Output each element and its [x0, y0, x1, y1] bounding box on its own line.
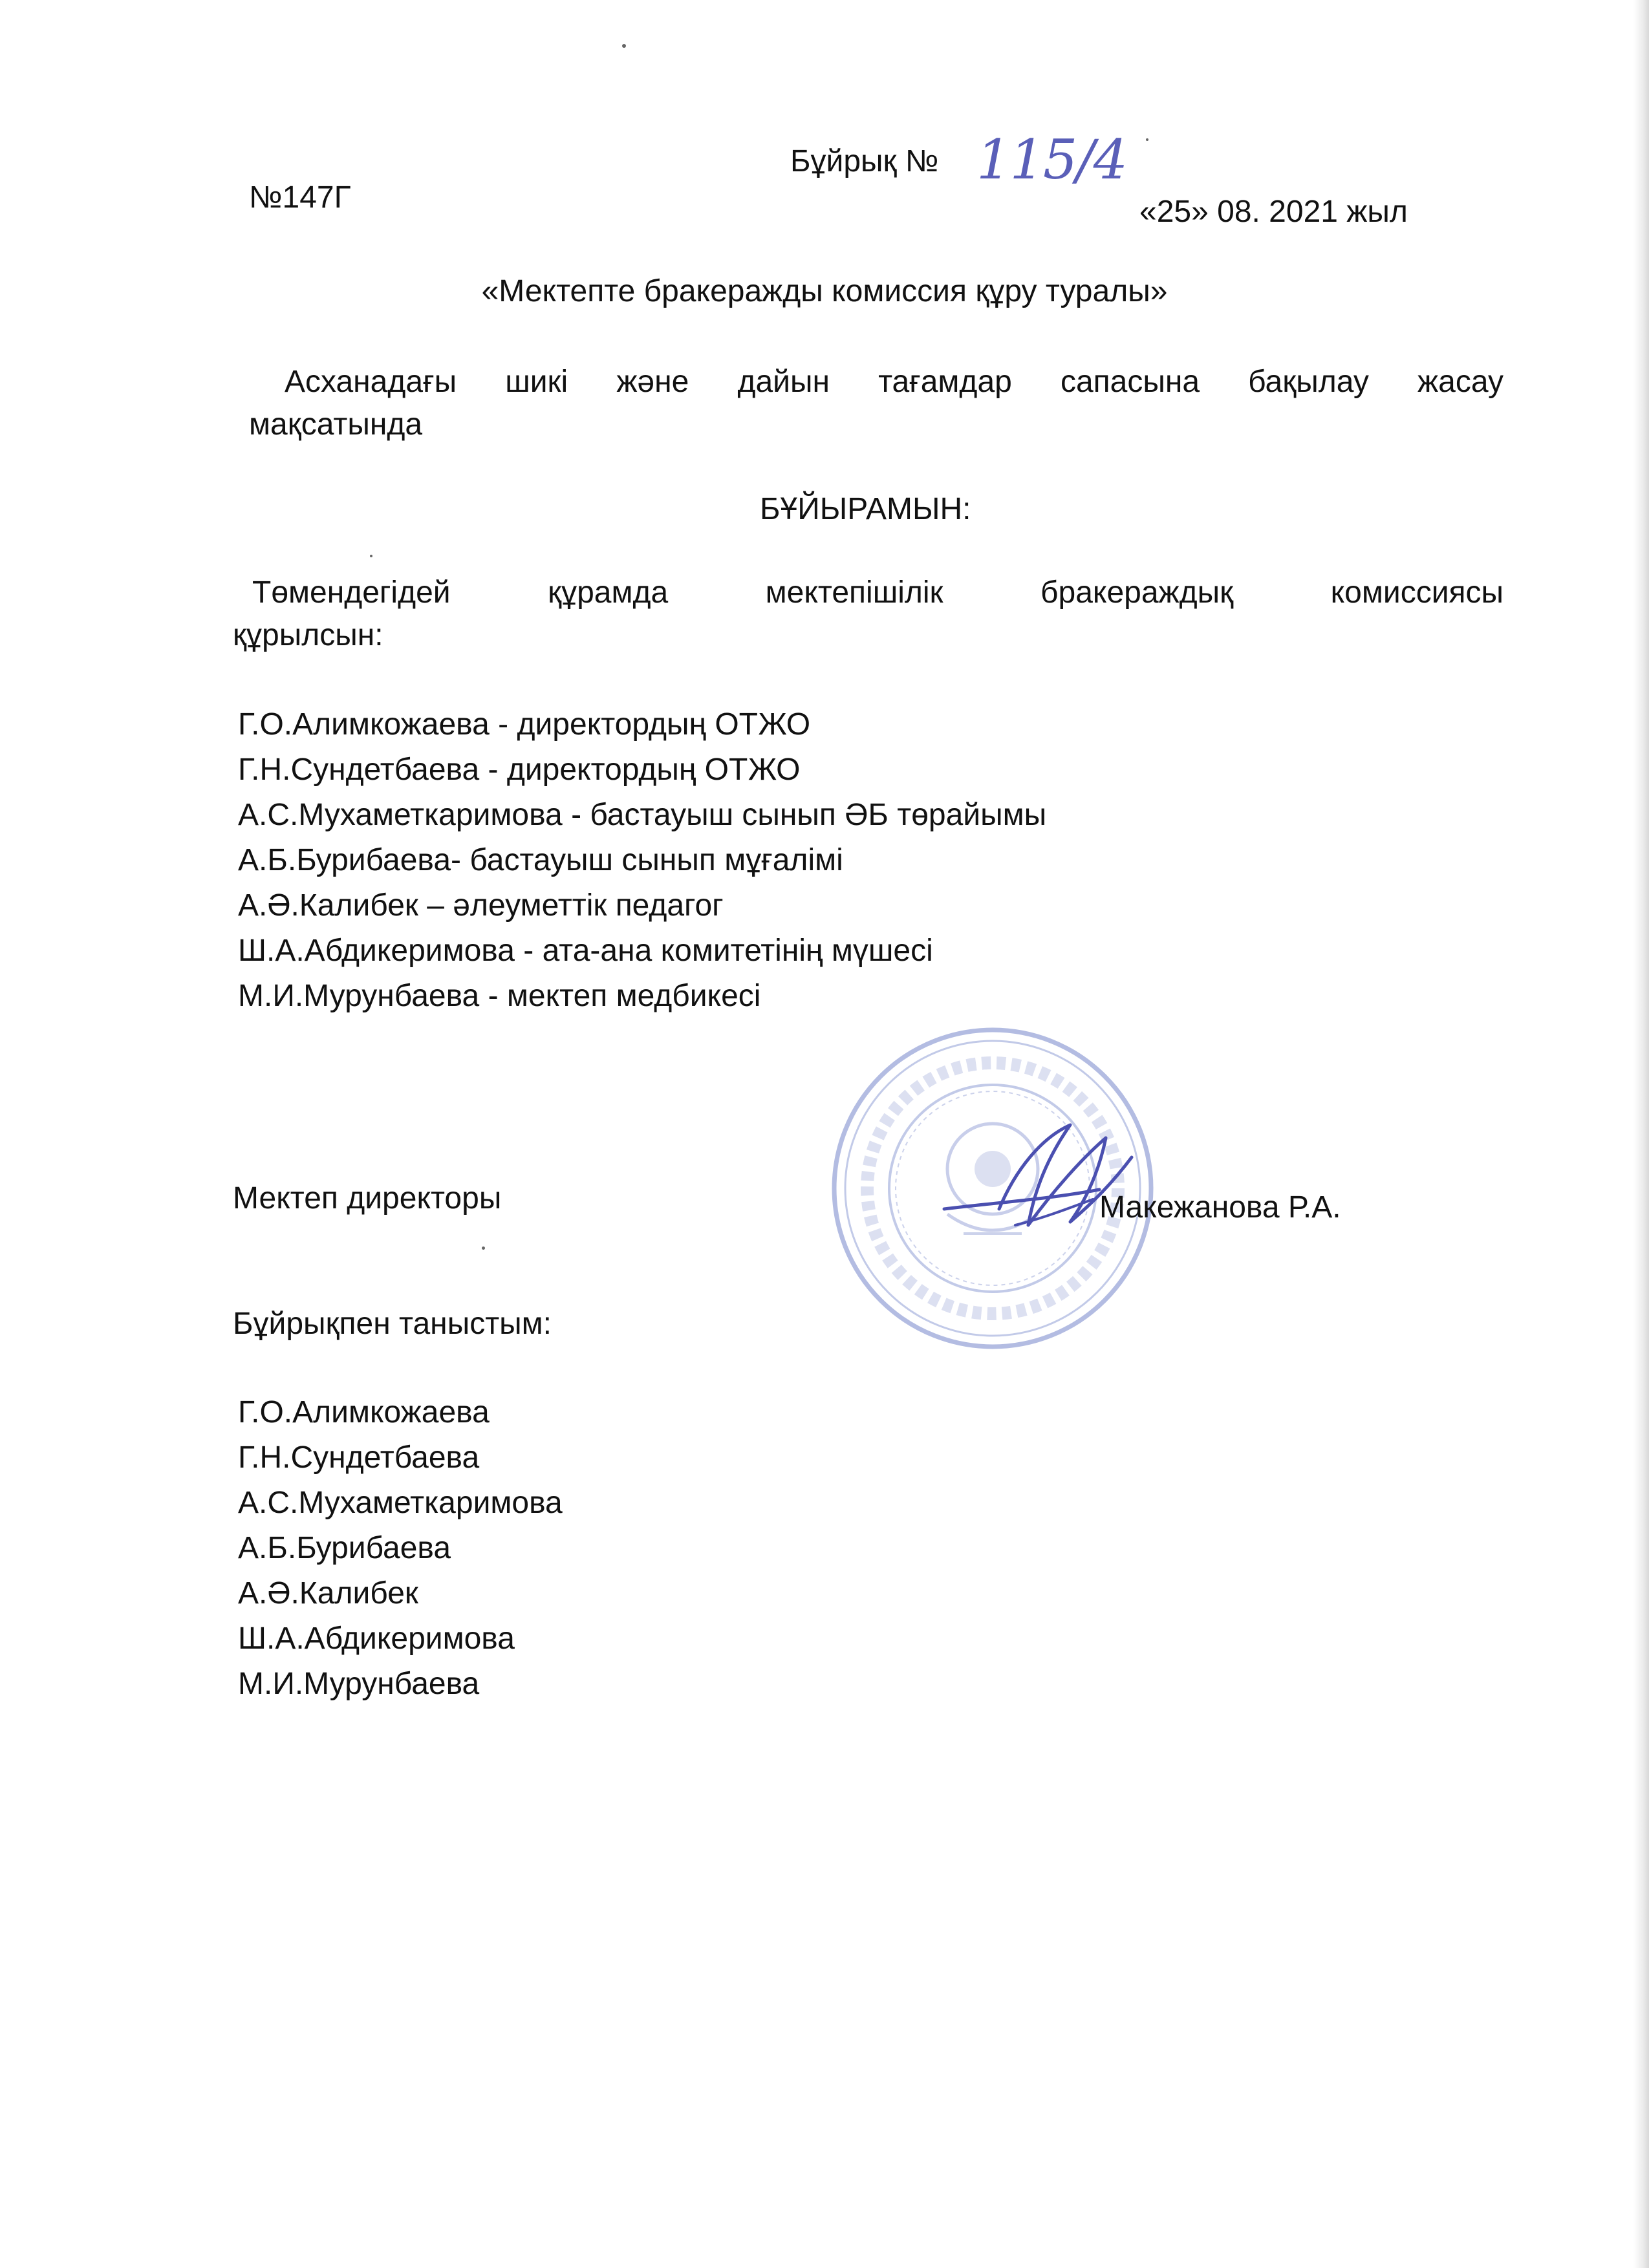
member-item: Г.О.Алимкожаева - директордың ОТЖО: [238, 707, 811, 742]
scan-speck: [1146, 138, 1148, 141]
members-list: [238, 702, 1046, 1019]
director-name: Макежанова Р.А.: [1099, 1190, 1341, 1225]
order-code: №147Г: [249, 180, 351, 215]
order-date: «25» 08. 2021 жыл: [1139, 195, 1408, 229]
scan-speck: [622, 44, 626, 48]
acknowledgement-name: А.С.Мухаметкаримова: [238, 1486, 563, 1520]
command-heading: БҰЙЫРАМЫН:: [760, 492, 971, 526]
purpose-paragraph: [249, 361, 1503, 446]
member-item: А.Б.Бурибаева- бастауыш сынып мұғалімі: [238, 843, 843, 877]
director-title: Мектеп директоры: [233, 1181, 502, 1215]
acknowledgement-list: [238, 1390, 563, 1707]
members-intro-line: құрылсын:: [233, 618, 383, 652]
member-item: А.Ә.Калибек – әлеуметтік педагог: [238, 888, 724, 923]
scan-edge: [1633, 0, 1649, 2268]
order-title: Бұйрық №: [790, 144, 939, 178]
member-item: Ш.А.Абдикеримова - ата-ана комитетінің мүшесі: [238, 934, 933, 968]
purpose-line: Асханадағы шикі және дайын тағамдар сапасына бақылау жасау: [285, 365, 1503, 399]
member-item: Г.Н.Сундетбаева - директордың ОТЖО: [238, 753, 801, 787]
acknowledgement-name: Г.Н.Сундетбаева: [238, 1440, 480, 1475]
acknowledgement-name: А.Б.Бурибаева: [238, 1531, 451, 1565]
acknowledgement-name: А.Ә.Калибек: [238, 1576, 418, 1610]
members-intro-line: Төмендегідей құрамда мектепішілік бракераждық комиссиясы: [252, 575, 1503, 610]
order-subject: «Мектепте бракеражды комиссия құру туралы»: [481, 274, 1168, 308]
acknowledgement-name: Г.О.Алимкожаева: [238, 1395, 490, 1429]
acknowledgement-name: М.И.Мурунбаева: [238, 1667, 480, 1701]
order-number-handwritten: 115/4: [976, 128, 1127, 191]
acknowledgement-title: Бұйрықпен таныстым:: [233, 1307, 552, 1341]
member-item: М.И.Мурунбаева - мектеп медбикесі: [238, 979, 761, 1013]
scan-speck: [482, 1246, 485, 1250]
members-intro: [233, 572, 1503, 657]
scan-speck: [370, 555, 372, 557]
purpose-line: мақсатында: [249, 407, 423, 442]
director-signature: [938, 1112, 1151, 1254]
member-item: А.С.Мухаметкаримова - бастауыш сынып ӘБ төрайымы: [238, 798, 1047, 832]
acknowledgement-name: Ш.А.Абдикеримова: [238, 1621, 515, 1656]
